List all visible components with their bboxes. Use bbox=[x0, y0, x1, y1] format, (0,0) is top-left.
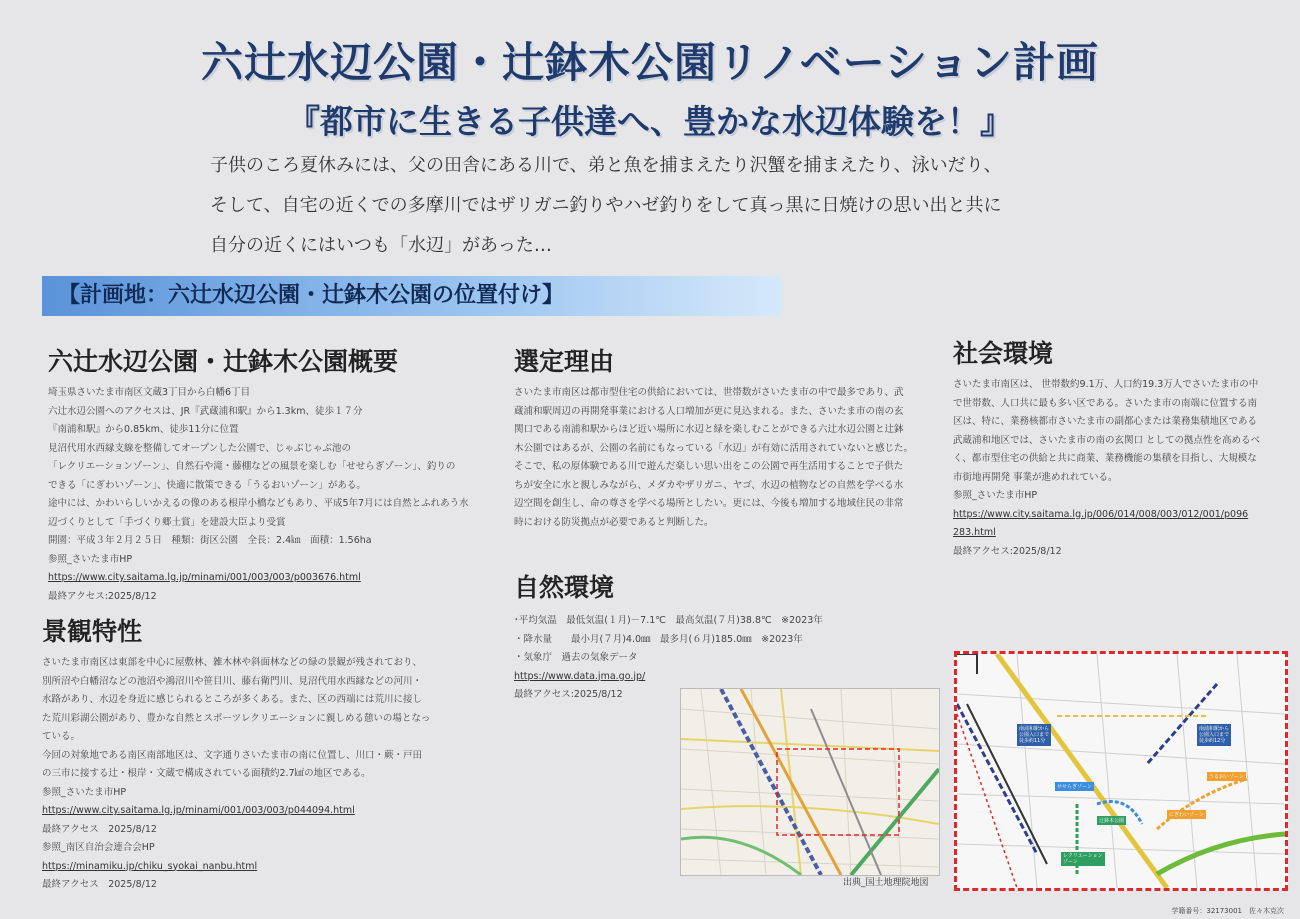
access-date: 最終アクセス:2025/8/12 bbox=[48, 590, 157, 602]
section-banner: 【計画地：六辻水辺公園・辻鉢木公園の位置付け】 bbox=[42, 276, 782, 316]
text-line: さいたま市南区は都市型住宅の供給においては、世帯数がさいたま市の中で最多であり、武 bbox=[514, 387, 904, 398]
zone-uruoi-label: うるおいゾーン bbox=[1209, 774, 1244, 780]
station-south-label: 南浦和駅から 公園入口まで 徒歩約12分 bbox=[1199, 726, 1230, 744]
park-detail-graphic bbox=[957, 654, 1285, 888]
text-line: 市街地再開発 事業が進めれれている。 bbox=[953, 471, 1118, 483]
text-line: 参照_さいたま市HP bbox=[953, 490, 1038, 501]
nature-heading: 自然環境 bbox=[514, 573, 615, 602]
intro-line: 子供のころ夏休みには、父の田舎にある川で、弟と魚を捕まえたり沢蟹を捕まえたり、泳いだり、 bbox=[210, 155, 1002, 176]
text-line: 「レクリエーションゾーン」、自然石や滝・藤棚などの風景を楽しむ「せせらぎゾーン」、釣りの bbox=[48, 461, 456, 472]
social-link[interactable]: https://www.city.saitama.lg.jp/006/014/008/003/012/001/p096 bbox=[953, 508, 1249, 520]
text-line: 埼玉県さいたま市南区文蔵3丁目から白幡6丁目 bbox=[48, 387, 251, 398]
reason-text bbox=[514, 384, 913, 532]
zone-recreation-label: レクリエーション ゾーン bbox=[1063, 853, 1103, 865]
access-date: 最終アクセス 2025/8/12 bbox=[42, 879, 157, 890]
map-caption: 出典_国土地理院地図 bbox=[843, 878, 929, 888]
park-name-label: 辻鉢木公園 bbox=[1099, 818, 1125, 824]
text-line: 別所沼や白幡沼などの池沼や鴻沼川や笹目川、藤右衛門川、見沼代用水西縁などの河川・ bbox=[42, 675, 423, 687]
text-line: 時における防災拠点が必要であると判断した。 bbox=[514, 516, 714, 528]
text-line: 見沼代用水西縁支線を整備してオープンした公園で、じゃぶじゃぶ池の bbox=[48, 442, 351, 454]
social-heading: 社会環境 bbox=[953, 339, 1054, 368]
landscape-text bbox=[42, 654, 430, 895]
text-line: く、都市型住宅の供給と共に商業、業務機能の集積を目指し、大規模な bbox=[953, 453, 1257, 464]
reason-heading: 選定理由 bbox=[514, 347, 615, 376]
text-line: の三市に接する辻・根岸・文蔵で構成されている面積約2.7㎢の地区である。 bbox=[42, 768, 371, 779]
area-map-graphic bbox=[681, 689, 939, 875]
text-line: 武蔵浦和地区では、さいたま市の南の玄関口 としての拠点性を高めるべ bbox=[953, 434, 1261, 446]
station-north-label: 南浦和駅から 公園入口まで 徒歩約11分 bbox=[1019, 726, 1050, 744]
page-title: 六辻水辺公園・辻鉢木公園リノベーション計画 bbox=[201, 38, 1099, 87]
landscape-link-2[interactable]: https://minamiku.jp/chiku_syokai_nanbu.html bbox=[42, 860, 258, 872]
social-text bbox=[953, 376, 1260, 561]
text-line: ･平均気温 最低気温(１月)－7.1℃ 最高気温(７月)38.8℃ ※2023年 bbox=[514, 615, 823, 626]
access-date: 最終アクセス:2025/8/12 bbox=[953, 545, 1062, 557]
text-line: ・降水量 最小月(７月)4.0㎜ 最多月(６月)185.0㎜ ※2023年 bbox=[514, 633, 803, 645]
text-line: 参照_さいたま市HP bbox=[42, 786, 127, 798]
intro-text bbox=[210, 146, 1170, 266]
text-line: 開園：平成３年２月２５日 種類：街区公園 全長：2.4㎞ 面積：1.56ha bbox=[48, 535, 372, 546]
text-line: さいたま市南区は、 世帯数約9.1万、人口約19.3万人でさいたま市の中 bbox=[953, 379, 1259, 390]
text-line: 参照_さいたま市HP bbox=[48, 553, 133, 565]
text-line: さいたま市南区は東部を中心に屋敷林、雑木林や斜面林などの緑の景観が残されており、 bbox=[42, 657, 423, 668]
zone-seseragi-label: せせらぎゾーン bbox=[1057, 784, 1092, 790]
intro-line: 自分の近くにはいつも「水辺」があった… bbox=[210, 235, 552, 256]
landscape-heading: 景観特性 bbox=[42, 617, 143, 646]
text-line: 辺空間を創生し、命の尊さを学べる場所としたい。更には、今後も増加する地域住民の非常 bbox=[514, 498, 904, 509]
text-line: 『南浦和駅』から0.85km、徒歩11分に位置 bbox=[48, 424, 239, 435]
nature-link[interactable]: https://www.data.jma.go.jp/ bbox=[514, 670, 646, 682]
text-line: で世帯数、人口共に最も多い区である。さいたま市の南端に位置する南 bbox=[953, 397, 1258, 409]
text-line: 関口である南浦和駅からほど近い場所に水辺と緑を楽しむことができる六辻水辺公園と辻鉢 bbox=[514, 424, 904, 435]
zone-nigiwai-label: にぎわいゾーン bbox=[1169, 812, 1204, 818]
text-line: 途中には、かわいらしいかえるの像のある根岸小橋などもあり、平成5年7月には自然とふれあう水 bbox=[48, 498, 469, 509]
overview-heading: 六辻水辺公園・辻鉢木公園概要 bbox=[48, 347, 399, 376]
area-map bbox=[680, 688, 940, 876]
overview-link[interactable]: https://www.city.saitama.lg.jp/minami/001/003/003/p003676.html bbox=[48, 572, 361, 583]
access-date: 最終アクセス:2025/8/12 bbox=[514, 689, 623, 700]
text-line: 蔵浦和駅周辺の再開発事業における人口増加が更に見込まれる。また、さいたま市の南の玄 bbox=[514, 405, 904, 417]
landscape-link-1[interactable]: https://www.city.saitama.lg.jp/minami/001/003/003/p044094.html bbox=[42, 805, 355, 816]
text-line: 参照_南区自治会連合会HP bbox=[42, 842, 155, 853]
text-line: ている。 bbox=[42, 731, 81, 742]
park-detail-map bbox=[954, 651, 1288, 891]
text-line: そこで、私の原体験である川で遊んだ楽しい思い出をこの公園で再生活用することで子供た bbox=[514, 461, 904, 472]
overview-text bbox=[48, 384, 469, 606]
intro-line: そして、自宅の近くでの多摩川ではザリガニ釣りやハゼ釣りをして真っ黒に日焼けの思い出と共に bbox=[210, 195, 1002, 216]
page-subtitle: 『都市に生きる子供達へ、豊かな水辺体験を！』 bbox=[287, 102, 1013, 141]
text-line: た荒川彩湖公園があり、豊かな自然とスポーツレクリエーションに親しめる憩いの場となっ bbox=[42, 712, 431, 724]
social-link-cont[interactable]: 283.html bbox=[953, 527, 996, 538]
access-date: 最終アクセス 2025/8/12 bbox=[42, 823, 157, 835]
text-line: 木公園ではあるが、公園の名前にもなっている「水辺」が有効に活用されていないと感じた。 bbox=[514, 442, 914, 454]
student-id: 学籍番号：32173001 佐々木克次 bbox=[1171, 907, 1284, 915]
text-line: 六辻水辺公園へのアクセスは、JR『武蔵浦和駅』から1.3km、徒歩１７分 bbox=[48, 405, 363, 417]
text-line: 辺づくりとして「手づくり郷土賞」を建設大臣より受賞 bbox=[48, 516, 286, 528]
text-line: ちが安全に水と親しみながら、メダカやザリガニ、ヤゴ、水辺の植物などの自然を学べる水 bbox=[514, 479, 904, 491]
text-line: 今回の対象地である南区南部地区は、文字通りさいたま市の南に位置し、川口・蕨・戸田 bbox=[42, 749, 423, 761]
text-line: ・気象庁 過去の気象データ bbox=[514, 652, 638, 663]
text-line: 水路があり、水辺を身近に感じられるところが多くある。また、区の西端には荒川に接し bbox=[42, 694, 423, 705]
text-line: 区は、特に、業務核都市さいたま市の副都心または業務集積地区である bbox=[953, 416, 1258, 427]
text-line: できる「にぎわいゾーン」、快適に散策できる「うるおいゾーン」がある。 bbox=[48, 479, 366, 491]
